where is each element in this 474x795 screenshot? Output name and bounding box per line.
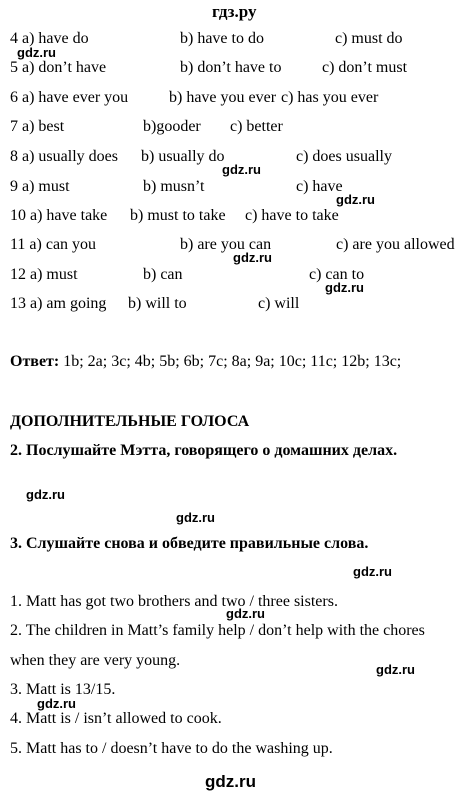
- option-b: b) are you can: [180, 236, 272, 253]
- site-header: гдз.ру: [212, 2, 257, 21]
- question-row: [10, 118, 64, 136]
- question-row: [10, 207, 107, 225]
- watermark: gdz.ru: [205, 772, 256, 791]
- question-row: [10, 89, 128, 107]
- watermark: gdz.ru: [353, 564, 392, 579]
- option-c: c) has you ever: [281, 89, 379, 106]
- option-b: b) musn’t: [143, 178, 205, 195]
- option-b: b) usually do: [141, 148, 225, 165]
- option-a: a) must: [30, 266, 78, 283]
- watermark: gdz.ru: [336, 192, 375, 207]
- watermark: gdz.ru: [325, 280, 364, 295]
- question-number: 13: [10, 295, 26, 312]
- question-number: 9: [10, 178, 18, 195]
- option-c: c) are you allowed: [336, 236, 455, 253]
- watermark: gdz.ru: [176, 510, 215, 525]
- watermark: gdz.ru: [37, 696, 76, 711]
- option-c: c) will: [258, 295, 300, 312]
- task-3-heading: 3. Слушайте снова и обведите правильные слова.: [10, 535, 369, 552]
- question-number: 7: [10, 118, 18, 135]
- question-row: [10, 266, 78, 284]
- task-2-heading: 2. Послушайте Мэтта, говорящего о домашних делах.: [10, 442, 398, 459]
- option-a: a) can you: [29, 236, 97, 253]
- question-row: [10, 178, 70, 196]
- option-b: b) will to: [128, 295, 187, 312]
- option-c: c) better: [230, 118, 283, 135]
- question-row: [10, 236, 96, 254]
- option-b: b) don’t have to: [180, 59, 282, 76]
- statement-2: 2. The children in Matt’s family help / don’t help with the chores: [10, 622, 425, 639]
- statement-4: 4. Matt is / isn’t allowed to cook.: [10, 710, 222, 727]
- question-row: [10, 148, 118, 166]
- option-c: c) can to: [309, 266, 365, 283]
- answer-text: 1b; 2a; 3c; 4b; 5b; 6b; 7c; 8a; 9a; 10c; 11c; 12b; 13c;: [59, 353, 402, 370]
- question-number: 8: [10, 148, 18, 165]
- option-b: b) must to take: [130, 207, 226, 224]
- option-c: c) have to take: [245, 207, 339, 224]
- question-row: [10, 295, 106, 313]
- watermark: gdz.ru: [233, 250, 272, 265]
- option-a: a) have do: [22, 30, 89, 47]
- option-a: a) must: [22, 178, 70, 195]
- question-number: 12: [10, 266, 26, 283]
- watermark: gdz.ru: [376, 662, 415, 677]
- question-row: [10, 59, 106, 77]
- question-number: 6: [10, 89, 18, 106]
- option-a: a) usually does: [22, 148, 118, 165]
- statement-3: 3. Matt is 13/15.: [10, 681, 116, 698]
- answer-line: [10, 353, 401, 371]
- question-number: 5: [10, 59, 18, 76]
- option-a: a) best: [22, 118, 65, 135]
- watermark: gdz.ru: [17, 45, 56, 60]
- option-a: a) have take: [30, 207, 108, 224]
- statement-2-continued: when they are very young.: [10, 652, 181, 669]
- statement-5: 5. Matt has to / doesn’t have to do the washing up.: [10, 740, 333, 757]
- statement-1: 1. Matt has got two brothers and two / three sisters.: [10, 593, 338, 610]
- option-a: a) am going: [30, 295, 107, 312]
- watermark: gdz.ru: [222, 162, 261, 177]
- answer-label: Ответ:: [10, 353, 60, 370]
- option-b: b) have to do: [180, 30, 264, 47]
- option-c: c) must do: [335, 30, 403, 47]
- watermark: gdz.ru: [226, 606, 265, 621]
- option-b: b) have you ever: [169, 89, 277, 106]
- question-number: 4: [10, 30, 18, 47]
- option-b: b)gooder: [143, 118, 201, 135]
- option-c: c) does usually: [296, 148, 392, 165]
- option-b: b) can: [143, 266, 183, 283]
- option-c: c) have: [296, 178, 343, 195]
- section-title: ДОПОЛНИТЕЛЬНЫЕ ГОЛОСА: [10, 413, 250, 430]
- watermark: gdz.ru: [26, 487, 65, 502]
- option-a: a) don’t have: [22, 59, 107, 76]
- question-number: 10: [10, 207, 26, 224]
- option-a: a) have ever you: [22, 89, 129, 106]
- question-number: 11: [10, 236, 26, 253]
- option-c: c) don’t must: [322, 59, 408, 76]
